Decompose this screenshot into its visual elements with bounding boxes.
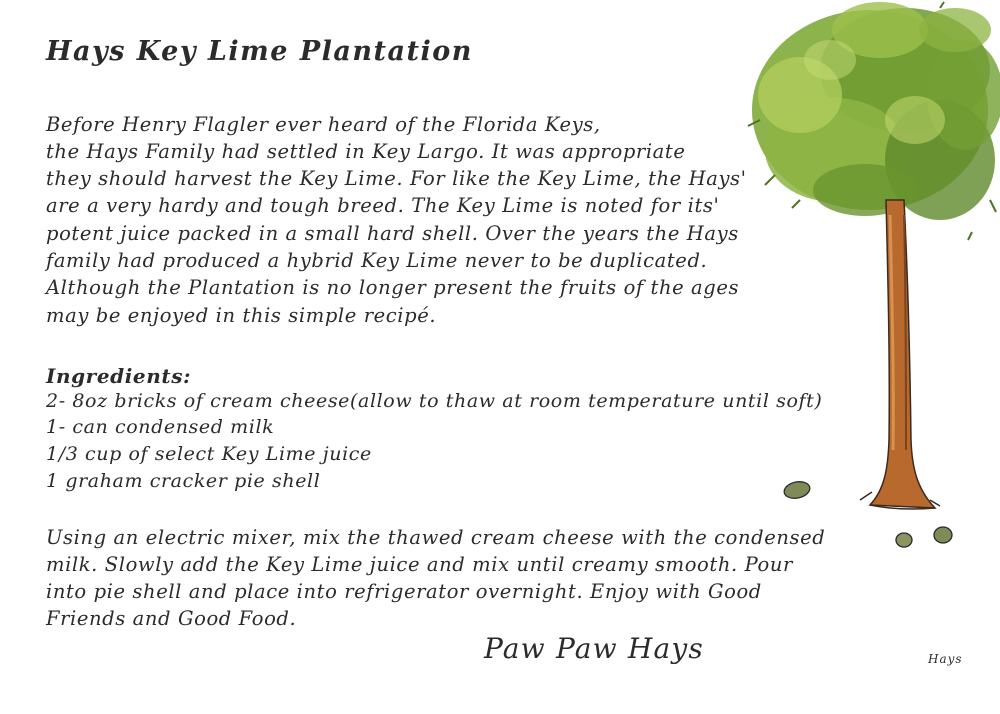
story-line: may be enjoyed in this simple recipé. <box>46 304 437 327</box>
direction-line: Friends and Good Food. <box>46 607 297 630</box>
artist-signature: Hays <box>928 652 963 666</box>
story-line: are a very hardy and tough breed. The Key Lime is noted for its' <box>46 194 720 217</box>
author-signature: Paw Paw Hays <box>484 632 704 665</box>
direction-line: Using an electric mixer, mix the thawed cream cheese with the condensed <box>46 526 826 549</box>
ingredient-item: 1/3 cup of select Key Lime juice <box>46 443 372 465</box>
story-line: the Hays Family had settled in Key Largo. It was appropriate <box>46 140 686 163</box>
story-line: Although the Plantation is no longer present the fruits of the ages <box>46 276 740 299</box>
ingredient-item: 1 graham cracker pie shell <box>46 470 321 492</box>
recipe-title: Hays Key Lime Plantation <box>46 36 473 67</box>
story-line: they should harvest the Key Lime. For like the Key Lime, the Hays' <box>46 167 747 190</box>
ingredient-item: 1- can condensed milk <box>46 416 275 438</box>
story-line: family had produced a hybrid Key Lime never to be duplicated. <box>46 249 708 272</box>
direction-line: milk. Slowly add the Key Lime juice and mix until creamy smooth. Pour <box>46 553 793 576</box>
story-line: potent juice packed in a small hard shell. Over the years the Hays <box>46 222 739 245</box>
direction-line: into pie shell and place into refrigerator overnight. Enjoy with Good <box>46 580 762 603</box>
ingredients-heading: Ingredients: <box>46 364 192 388</box>
tree-canopy-icon <box>748 2 1000 240</box>
tree-trunk-icon <box>860 200 940 509</box>
ingredient-item: 2- 8oz bricks of cream cheese(allow to thaw at room temperature until soft) <box>46 390 823 412</box>
story-line: Before Henry Flagler ever heard of the Florida Keys, <box>46 113 601 136</box>
